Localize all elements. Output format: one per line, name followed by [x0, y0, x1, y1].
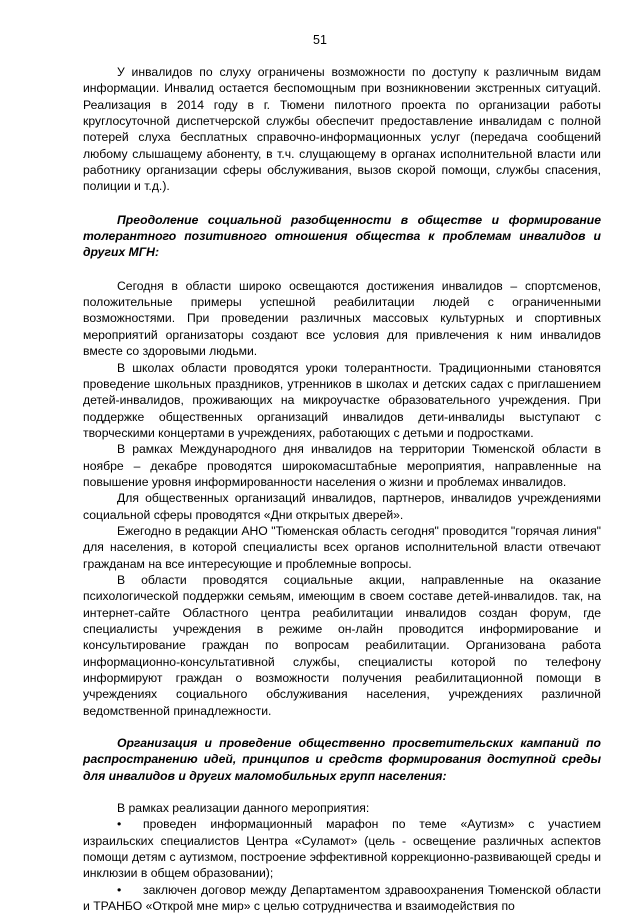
- paragraph-tolerance-lessons: В школах области проводятся уроки толерантности. Традиционными становятся проведение школьных праздников, утренников в школах и детских садах с приглашением детей-инвалидов, проживающих на микроучастке образовательного учреждения. При поддержке общественных организаций инвалидов дети-инвалиды выступают с творческими концертами в учреждениях, работающих с детьми и подростками.: [83, 360, 601, 440]
- bullet-icon: •: [117, 817, 122, 832]
- paragraph-achievements: Сегодня в области широко освещаются достижения инвалидов – спортсменов, положительные примеры успешной реабилитации людей с ограниченными возможностями. При проведении различных массовых культурных и спортивных мероприятий организаторы создают все условия для привлечения к ним инвалидов вместе со здоровыми людьми.: [83, 278, 601, 359]
- list-item-text: заключен договор между Департаментом здравоохранения Тюменской области и ТРАНБО «Открой мне мир» с целью сотрудничества и взаимодействия по: [83, 882, 601, 914]
- spacer: [83, 195, 601, 212]
- page-number: 51: [313, 33, 327, 47]
- list-item-text: проведен информационный марафон по теме «Аутизм» с участием израильских специалистов Центра «Суламот» (цель - освещение различных аспектов помощи детям с аутизмом, построение эффективной коррекционно-развивающей среды и инклюзии в общем образовании);: [83, 817, 601, 881]
- paragraph-hotline: Ежегодно в редакции АНО "Тюменская область сегодня" проводится "горячая линия" для населения, в которой специалисты всех органов исполнительной власти отвечают гражданам на все интересующие и проблемные вопросы.: [83, 523, 601, 571]
- paragraph-disability-day: В рамках Международного дня инвалидов на территории Тюменской области в ноябре – декабре проводятся широкомасштабные мероприятия, направленные на повышение уровня информированности населения о жизни и проблемах инвалидов.: [83, 442, 601, 489]
- list-item: [83, 816, 601, 881]
- paragraph-hearing-impaired: У инвалидов по слуху ограничены возможности по доступу к различным видам информации. Инвалид остается беспомощным при возникновении экстренных ситуаций. Реализация в 2014 году в г. Тюмени пилотного проекта по организации работы круглосуточной диспетчерской службы обеспечит предоставление инвалидам с полной потерей слуха бесплатных справочно-информационных услуг (передача сообщений любому слышащему абоненту, в т.ч. слущающему в органах исполнительной власти или работнику организации сферы обслуживания, вызов скорой помощи, службы спасения, полиции и т.д.).: [83, 65, 601, 194]
- spacer: [83, 784, 601, 800]
- list-item: [83, 882, 601, 915]
- spacer: [83, 719, 601, 735]
- spacer: [83, 261, 601, 278]
- section-heading-awareness-campaigns: Организация и проведение общественно просветительских кампаний по распространению идей, принципов и средств формирования доступной среды для инвалидов и других маломобильных групп населения:: [83, 736, 601, 783]
- section-heading-social-integration: Преодоление социальной разобщенности в обществе и формирование толерантного позитивного отношения общества к проблемам инвалидов и других МГН:: [83, 212, 601, 260]
- paragraph-social-actions: В области проводятся социальные акции, направленные на оказание психологической поддержки семьям, имеющим в своем составе детей-инвалидов. так, на интернет-сайте Областного центра реабилитации инвалидов создан форум, где специалисты учреждения в режиме он-лайн проводится информирование и консультирование граждан по вопросам реабилитации. Организована работа информационно-консультативной службы, специалисты которой по телефону информируют граждан о возможности получения реабилитационной помощи в учреждениях социального обслуживания населения, учреждениях различной ведомственной принадлежности.: [83, 572, 601, 718]
- paragraph-section-intro: В рамках реализации данного мероприятия:: [117, 801, 370, 816]
- paragraph-open-doors: Для общественных организаций инвалидов, партнеров, инвалидов учреждениями социальной сферы проводятся «Дни открытых дверей».: [83, 491, 601, 522]
- activity-list: [83, 816, 601, 914]
- document-body: [83, 64, 601, 915]
- bullet-icon: •: [117, 882, 122, 897]
